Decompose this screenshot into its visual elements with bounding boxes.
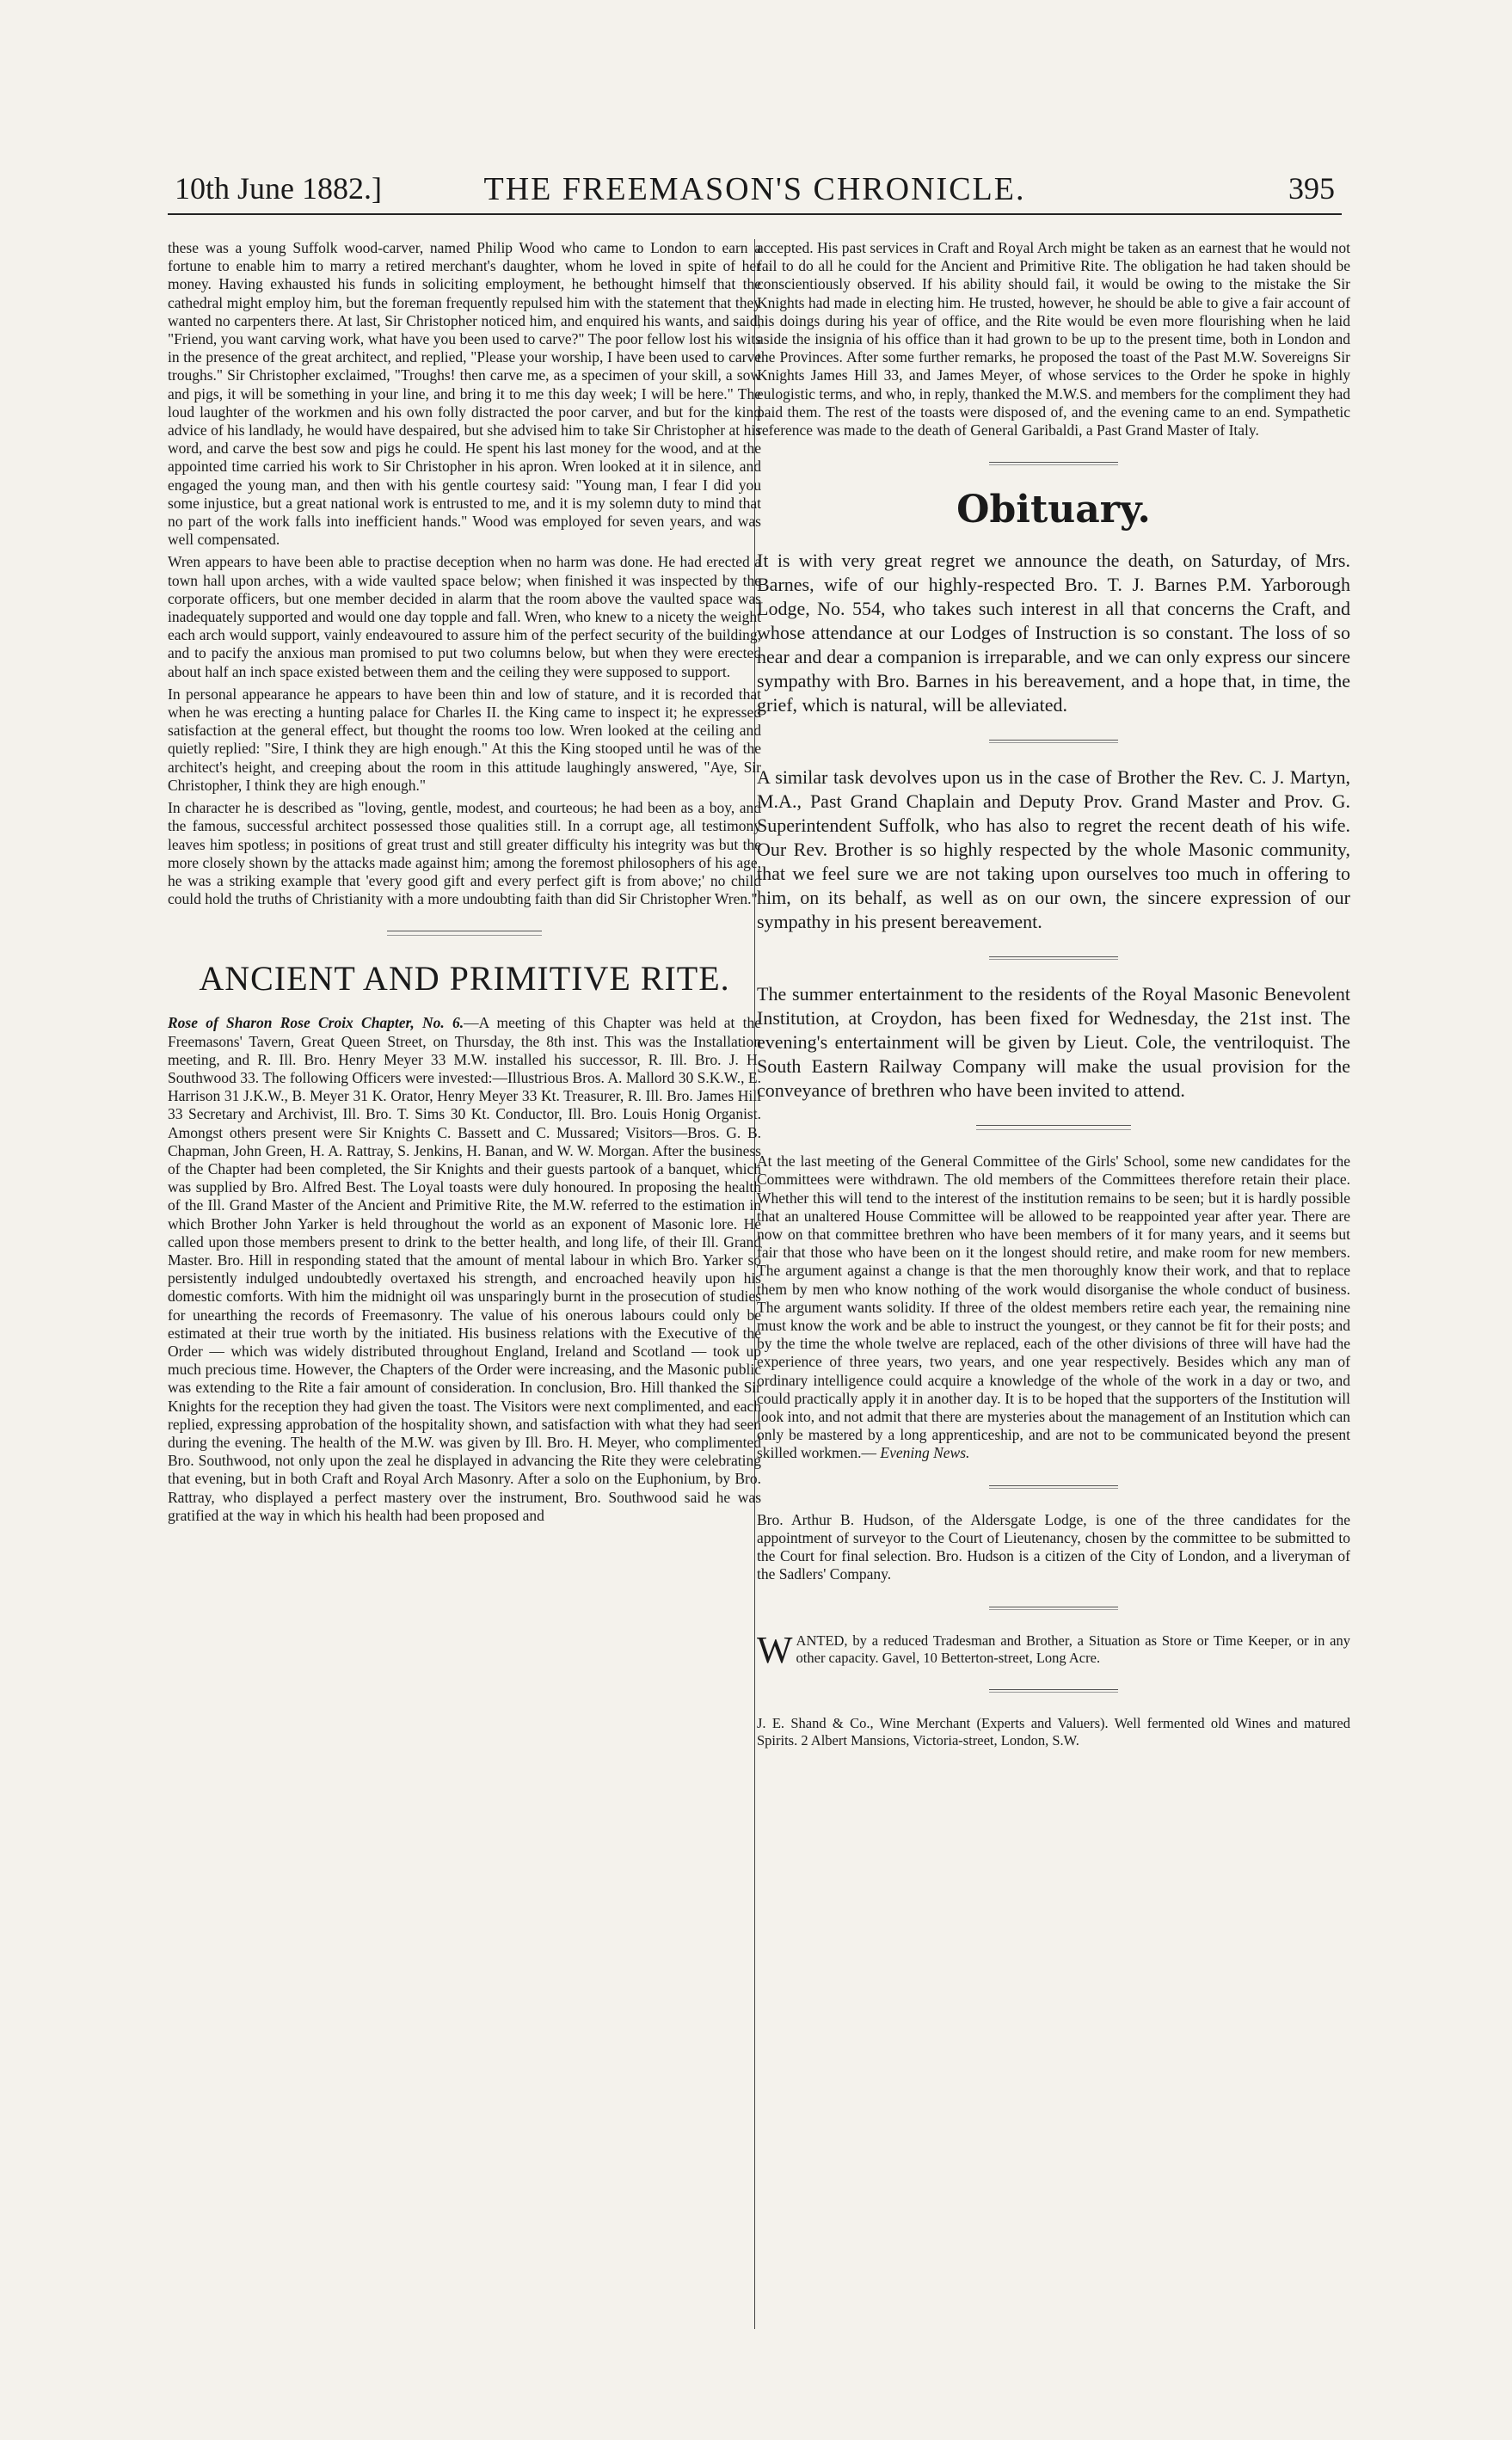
- issue-date: 10th June 1882.]: [175, 171, 382, 206]
- wren-paragraph: Wren appears to have been able to practise deception when no harm was done. He had erected a town hall upon arches, with a wide vaulted space below; when finished it was inspected by the corporate officers, but one member decided in alarm that the room above the vaulted space was inadequately supported and would one day topple and fall. Wren, who knew to a nicety the weight each arch would support, vainly endeavoured to assure him of the perfect security of the building, and to pacify the anxious man promised to put two columns below, but when they were erected about half an inch space existed between them and the ceiling they were supposed to support.: [168, 553, 761, 680]
- section-separator: [387, 931, 542, 936]
- girls-school-source: Evening News.: [880, 1444, 970, 1462]
- section-separator: [989, 1607, 1118, 1610]
- obituary-title: Obituary.: [956, 488, 1151, 532]
- left-column: [168, 239, 761, 1529]
- page-number: 395: [1288, 171, 1335, 206]
- wanted-dropcap: W: [757, 1628, 793, 1671]
- section-separator: [989, 462, 1118, 465]
- masthead-title: THE FREEMASON'S CHRONICLE.: [483, 171, 1026, 207]
- girls-school-text: At the last meeting of the General Committee of the Girls' School, some new candidates for the Committees were withdrawn. The old members of the Committees therefore retain their place. Whether this will tend to the interest of the institution remains to be seen; but it is hardly possible that an unaltered House Committee will be allowed to be reappointed year after year. There are now on that committee brethren who have been members of it for many years, and it seems but fair that those who have been on it the longest should retire, and make room for new members. The argument against a change is that the men thoroughly know their work, and that to replace them by men who know nothing of the work would disorganise the whole conduct of business. The argument wants solidity. If three of the oldest members retire each year, the remaining nine must know the work and be able to instruct the youngest, or they cannot be fit for their posts; and by the time the whole twelve are replaced, each of the other divisions of three will have had the experience of three years, two years, and one year respectively. Besides which any man of ordinary intelligence could acquire a knowledge of the whole of the work in a day or two, and could practically apply it in another day. It is to be hoped that the supporters of the Institution will look into, and not admit that there are mysteries about the management of an Institution which can only be mastered by a long apprenticeship, and are not to be communicated beyond the present skilled workmen.—: [757, 1152, 1350, 1462]
- section-separator: [989, 956, 1118, 960]
- obituary-paragraph: It is with very great regret we announce the death, on Saturday, of Mrs. Barnes, wife of our highly-respected Bro. T. J. Barnes P.M. Yarborough Lodge, No. 554, who takes such interest in all that concerns the Craft, and whose attendance at our Lodges of Instruction is so constant. The loss of so near and dear a companion is irreparable, and we can only express our sincere sympathy with Bro. Barnes in his bereavement, and a hope that, in time, the grief, which is natural, will be alleviated.: [757, 550, 1350, 716]
- chapter-lead: Rose of Sharon Rose Croix Chapter, No. 6.: [168, 1014, 464, 1032]
- chapter-text: —A meeting of this Chapter was held at the Freemasons' Tavern, Great Queen Street, on Thursday, the 8th inst. This was the Installation meeting, and R. Ill. Bro. Henry Meyer 33 M.W. installed his successor, R. Ill. Bro. J. H. Southwood 33. The following Officers were invested:—Illustrious Bros. A. Mallord 30 S.K.W., E. Harrison 31 J.K.W., B. Meyer 31 K. Orator, Henry Meyer 33 Kt. Treasurer, R. Ill. Bro. James Hill 33 Secretary and Archivist, Ill. Bro. T. Sims 30 Kt. Conductor, Ill. Bro. Louis Honig Organist. Amongst others present were Sir Knights C. Bassett and C. Mussared; Visitors—Bros. G. B. Chapman, John Green, H. A. Rattray, S. Jenkins, H. Banan, and W. W. Morgan. After the business of the Chapter had been completed, the Sir Knights and their guests partook of a banquet, which was supplied by Bro. Alfred Best. The Loyal toasts were duly honoured. In proposing the health of the Ill. Grand Master of the Ancient and Primitive Rite, the M.W. referred to the estimation in which Brother John Yarker is held throughout the world as an exponent of Masonic lore. He called upon those members present to drink to the better health, and long life, of their Ill. Grand Master. Bro. Hill in responding stated that the amount of mental labour in which Bro. Yarker so persistently indulged undoubtedly overtaxed his strength, and encroached heavily upon his domestic comforts. With him the midnight oil was unsparingly burnt in the prosecution of studies for unearthing the records of Freemasonry. The value of his onerous labours could only be estimated at their true worth by the initiated. His business relations with the Executive of the Order — which was widely distributed throughout England, Ireland and Scotland — took up much precious time. However, the Chapters of the Order were increasing, and the Masonic public was extending to the Rite a fair amount of consideration. In conclusion, Bro. Hill thanked the Sir Knights for the reception they had given the toast. The Visitors were next complimented, and each replied, expressing approbation of the hospitality shown, and satisfaction with what they had seen during the evening. The health of the M.W. was given by Ill. Bro. H. Meyer, who complimented Bro. Southwood, not only upon the zeal he displayed in advancing the Rite they were celebrating that evening, but in both Craft and Royal Arch Masonry. After a solo on the Euphonium, by Bro. Rattray, who displayed a perfect mastery over the instrument, Bro. Southwood said he was gratified at the way in which his health had been proposed and: [168, 1014, 762, 1524]
- girls-school-paragraph: [757, 1152, 1350, 1462]
- page-header: [168, 170, 1342, 215]
- right-column: [757, 239, 1350, 1754]
- entertainment-paragraph: The summer entertainment to the residents of the Royal Masonic Benevolent Institution, at Croydon, has been fixed for Wednesday, the 21st inst. The evening's entertainment will be given by Lieut. Cole, the ventriloquist. The South Eastern Railway Company will make the usual provision for the conveyance of brethren who have been invited to attend.: [757, 983, 1350, 1102]
- shand-advert: J. E. Shand & Co., Wine Merchant (Experts and Valuers). Well fermented old Wines and matured Spirits. 2 Albert Mansions, Victoria-street, London, S.W.: [757, 1714, 1350, 1749]
- section-separator: [976, 1125, 1131, 1130]
- wren-paragraph: these was a young Suffolk wood-carver, named Philip Wood who came to London to earn a fortune to enable him to marry a retired merchant's daughter, whom he loved in spite of her money. Having exhausted his funds in soliciting employment, he bethought himself that the cathedral might employ him, but the foreman frequently repulsed him with the statement that they wanted no carpenters there. At last, Sir Christopher noticed him, and enquired his wants, and said, "Friend, you want carving work, what have you been used to carve?" The poor fellow lost his wits in the presence of the great architect, and replied, "Please your worship, I have been used to carve troughs." Sir Christopher exclaimed, "Troughs! then carve me, as a specimen of your skill, a sow and pigs, it will be something in your line, and bring it to me this day week; I will be here." The loud laughter of the workmen and his own folly distracted the poor carver, and but for the kind advice of his landlady, he would have despaired, but she advised him to take Sir Christopher at his word, and carve the best sow and pigs he could. He spent his last money for the wood, and at the appointed time carried his work to Sir Christopher in his apron. Wren looked at it in silence, and engaged the young man, and then with his gentle courtesy said: "Young man, I fear I did you some injustice, but a great national work is entrusted to me, and it is my solemn duty to mind that no part of the work falls into inefficient hands." Wood was employed for seven years, and was well compensated.: [168, 239, 761, 549]
- obituary-paragraph: A similar task devolves upon us in the case of Brother the Rev. C. J. Martyn, M.A., Past Grand Chaplain and Deputy Prov. Grand Master and Prov. G. Superintendent Suffolk, who has also to regret the recent death of his wife. Our Rev. Brother is so highly respected by the whole Masonic community, that we feel sure we are not taking upon ourselves too much in offering to him, on its behalf, as well as on our own, the sincere expression of our sympathy in his present bereavement.: [757, 766, 1350, 933]
- section-separator: [989, 1689, 1118, 1693]
- wren-paragraph: In personal appearance he appears to have been thin and low of stature, and it is recorded that when he was erecting a hunting palace for Charles II. the King came to inspect it; he expressed satisfaction at the general effect, but thought the rooms too low. Wren looked at the ceiling and quietly replied: "Sire, I think they are high enough." At this the King stooped until he was of the architect's height, and creeping about the room in this attitude laughingly answered, "Aye, Sir Christopher, I think they are high enough.": [168, 685, 761, 794]
- chapter-report: [168, 1014, 761, 1525]
- hudson-paragraph: Bro. Arthur B. Hudson, of the Aldersgate Lodge, is one of the three candidates for the appointment of surveyor to the Court of Lieutenancy, chosen by the committee to be submitted to the Court for final selection. Bro. Hudson is a citizen of the City of London, and a liveryman of the Sadlers' Company.: [757, 1510, 1350, 1583]
- wanted-text: ANTED, by a reduced Tradesman and Brother, a Situation as Store or Time Keeper, or in any other capacity. Gavel, 10 Betterton-street, Long Acre.: [796, 1632, 1350, 1666]
- wren-paragraph: In character he is described as "loving, gentle, modest, and courteous; he had been as a boy, and the famous, successful architect possessed those qualities still. In a corrupt age, all testimony leaves him spotless; in positions of great trust and still greater difficulty his integrity was but the more closely shown by the attacks made against him; among the foremost philosophers of his age, he was a striking example that 'every good gift and every perfect gift is from above;' no child could hold the truths of Christianity with a more undoubting faith than did Sir Christopher Wren.": [168, 799, 761, 908]
- section-title: ANCIENT AND PRIMITIVE RITE.: [199, 959, 730, 999]
- wanted-advert: [757, 1628, 1350, 1671]
- section-separator: [989, 1485, 1118, 1489]
- section-separator: [989, 740, 1118, 743]
- continued-paragraph: accepted. His past services in Craft and Royal Arch might be taken as an earnest that he would not fail to do all he could for the Ancient and Primitive Rite. The obligation he had taken should be conscientiously observed. If his ability should fail, it would be owing to the mistake the Sir Knights had made in electing him. He trusted, however, he should be able to give a fair account of his doings during his year of office, and the Rite would be even more flourishing when he laid aside the insignia of his office than it had grown to be up to the present time, both in London and the Provinces. After some further remarks, he proposed the toast of the Past M.W. Sovereigns Sir Knights James Hill 33, and James Meyer, of whose services to the Order he spoke in highly eulogistic terms, and who, in reply, thanked the M.W.S. and members for the compliment they had paid them. The rest of the toasts were disposed of, and the evening came to an end. Sympathetic reference was made to the death of General Garibaldi, a Past Grand Master of Italy.: [757, 239, 1350, 439]
